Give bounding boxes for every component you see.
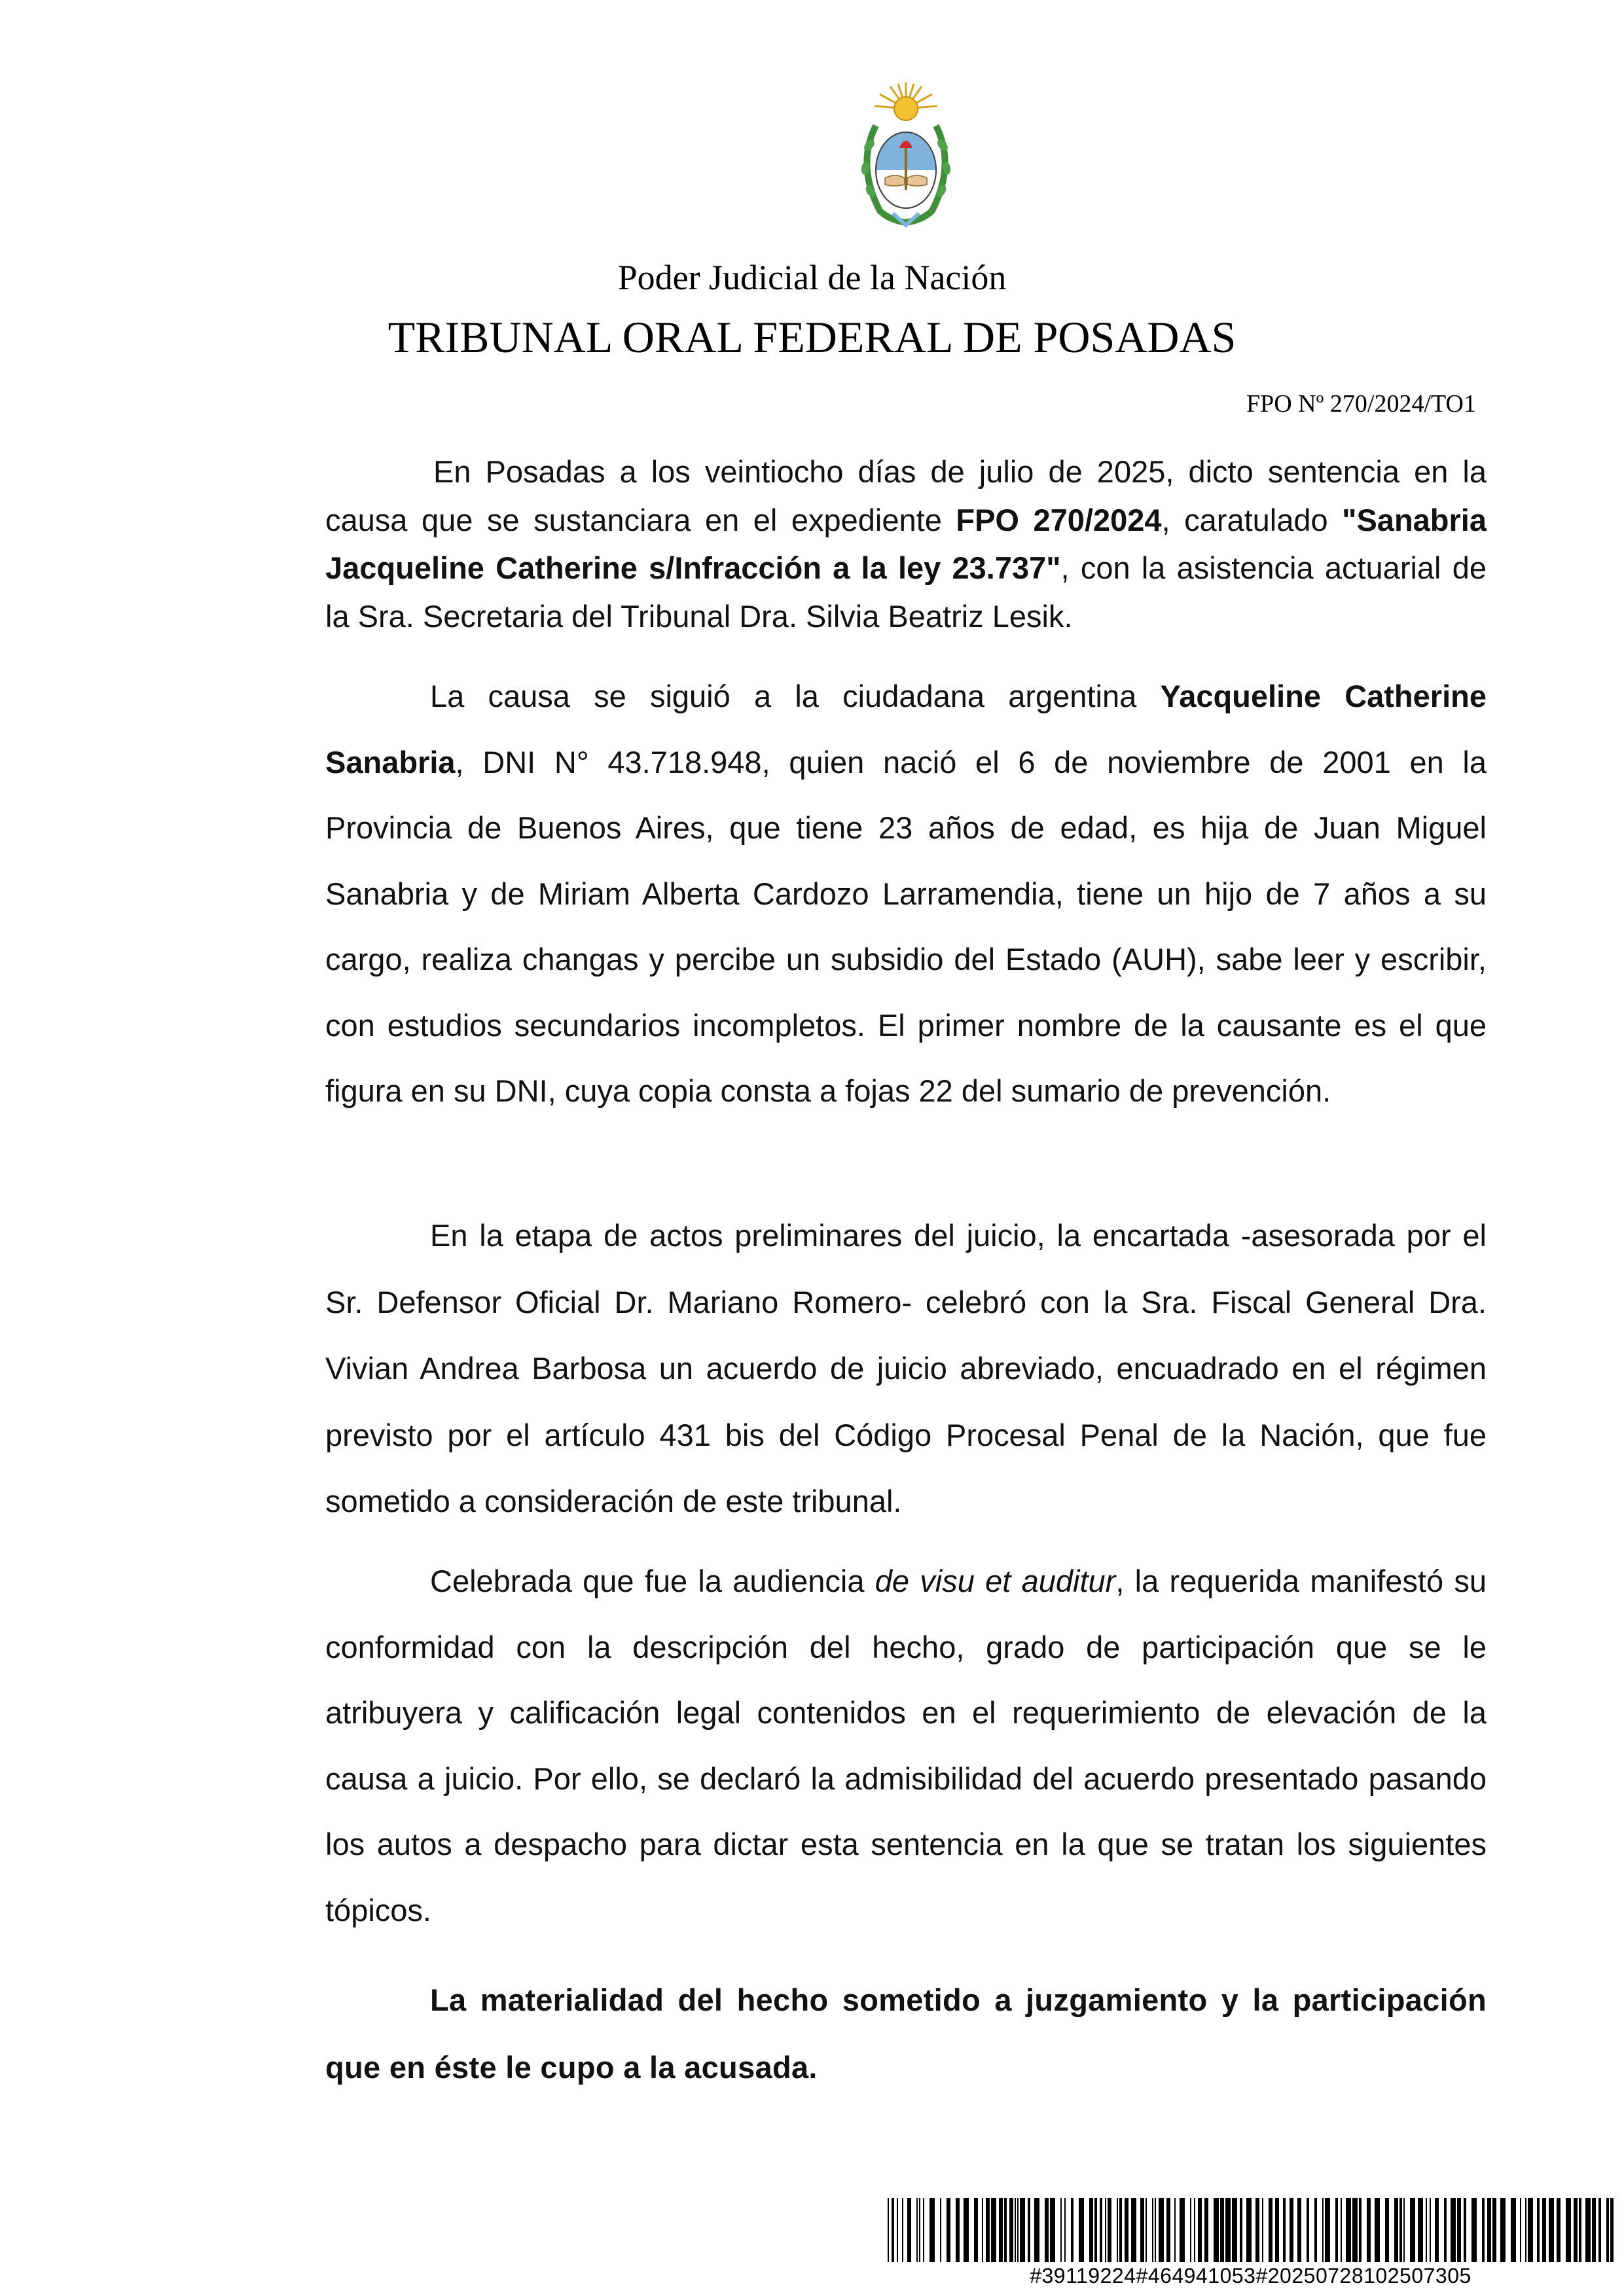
barcode-bar (1385, 2198, 1389, 2262)
barcode-bar (1255, 2198, 1259, 2262)
paragraph-defendant: La causa se siguió a la ciudadana argentina Yacqueline Catherine Sanabria, DNI N° 43.718.948, quien nació el 6 de noviembre de 2001 en la Provincia de Buenos Aires, que tiene 23 años de edad, es hija de Juan Miguel Sanabria y de Miriam Alberta Cardozo Larramendia, tiene un hijo de 7 años a su cargo, realiza changas y percibe un subsidio del Estado (AUH), sabe leer y escribir, con estudios secundarios incompletos. El primer nombre de la causante es el que figura en su DNI, cuya copia consta a fojas 22 del sumario de prevención. (325, 679, 1487, 1108)
barcode-bar (982, 2198, 983, 2262)
barcode-bar (929, 2198, 935, 2262)
barcode-bar (1194, 2198, 1195, 2262)
barcode-bar (1314, 2198, 1317, 2262)
barcode-bar (1520, 2198, 1521, 2262)
barcode-bar (1152, 2198, 1153, 2262)
barcode-bar (986, 2198, 990, 2262)
barcode-bar (902, 2198, 903, 2262)
barcode (885, 2198, 1616, 2262)
barcode-bar (1089, 2198, 1093, 2262)
barcode-bar (1190, 2198, 1191, 2262)
barcode-bar (1214, 2198, 1219, 2262)
barcode-bar (947, 2198, 950, 2262)
barcode-bar (1117, 2198, 1118, 2262)
barcode-bar (1246, 2198, 1252, 2262)
barcode-bar (1457, 2198, 1461, 2262)
barcode-bar (1592, 2198, 1596, 2262)
barcode-bar (1020, 2198, 1025, 2262)
barcode-bar (1232, 2198, 1237, 2262)
barcode-bar (1050, 2198, 1055, 2262)
barcode-bar (1004, 2198, 1007, 2262)
barcode-bar (1180, 2198, 1185, 2262)
barcode-bar (1394, 2198, 1398, 2262)
barcode-bar (1131, 2198, 1136, 2262)
barcode-bar (1325, 2198, 1330, 2262)
barcode-bar (1009, 2198, 1013, 2262)
barcode-bar (1204, 2198, 1208, 2262)
barcode-bar (919, 2198, 920, 2262)
barcode-bar (1585, 2198, 1591, 2262)
barcode-bar (1262, 2198, 1263, 2262)
barcode-bar (1034, 2198, 1039, 2262)
coat-of-arms-icon (850, 80, 962, 230)
barcode-bar (1146, 2198, 1147, 2262)
barcode-bar (1537, 2198, 1540, 2262)
barcode-bar (1487, 2198, 1491, 2262)
barcode-bar (1444, 2198, 1447, 2262)
barcode-text: #39119224#464941053#20250728102507305 (1030, 2264, 1471, 2287)
barcode-bar (1322, 2198, 1324, 2262)
barcode-bar (1451, 2198, 1456, 2262)
barcode-bar (999, 2198, 1003, 2262)
barcode-bar (1119, 2198, 1122, 2262)
header-court-name: TRIBUNAL ORAL FEDERAL DE POSADAS (388, 312, 1236, 362)
barcode-bar (1500, 2198, 1506, 2262)
barcode-bar (1574, 2198, 1578, 2262)
barcode-bar (1220, 2198, 1224, 2262)
barcode-bar (974, 2198, 978, 2262)
barcode-bar (1375, 2198, 1380, 2262)
barcode-bar (1482, 2198, 1485, 2262)
barcode-bar (923, 2198, 924, 2262)
barcode-bar (1079, 2198, 1084, 2262)
barcode-bar (1159, 2198, 1164, 2262)
barcode-bar (1198, 2198, 1202, 2262)
barcode-bar (1045, 2198, 1049, 2262)
paragraph-intro: En Posadas a los veintiocho días de julio de 2025, dicto sentencia en la causa que se sustanciara en el expediente FPO 270/2024, caratulado "Sanabria Jacqueline Catherine s/Infracción a la ley 23.737", con la asistencia actuarial de la Sra. Secretaria del Tribunal Dra. Silvia Beatriz Lesik. (325, 454, 1487, 634)
barcode-bar (1399, 2198, 1402, 2262)
barcode-bar (1403, 2198, 1405, 2262)
barcode-bar (1410, 2198, 1415, 2262)
barcode-bar (1028, 2198, 1030, 2262)
barcode-bar (1225, 2198, 1231, 2262)
barcode-bar (1060, 2198, 1062, 2262)
barcode-bar (916, 2198, 918, 2262)
barcode-bar (1015, 2198, 1016, 2262)
barcode-bar (991, 2198, 996, 2262)
case-number: FPO Nº 270/2024/TO1 (1246, 390, 1476, 418)
barcode-bar (1100, 2198, 1102, 2262)
barcode-bar (1352, 2198, 1358, 2262)
barcode-bar (1166, 2198, 1170, 2262)
barcode-bar (1341, 2198, 1342, 2262)
barcode-bar (1174, 2198, 1176, 2262)
barcode-bar (1367, 2198, 1371, 2262)
barcode-bar (964, 2198, 969, 2262)
barcode-bar (1125, 2198, 1128, 2262)
barcode-bar (1511, 2198, 1516, 2262)
header-institution: Poder Judicial de la Nación (617, 258, 1007, 297)
barcode-bar (1464, 2198, 1466, 2262)
case-file-number: FPO 270/2024 (956, 502, 1162, 537)
case-caption: "Sanabria Jacqueline Catherine s/Infracción a la ley 23.737" (325, 502, 1487, 585)
barcode-bar (1269, 2198, 1272, 2262)
barcode-bar (1290, 2198, 1293, 2262)
barcode-bar (1606, 2198, 1609, 2262)
barcode-bar (1549, 2198, 1554, 2262)
barcode-bar (1275, 2198, 1279, 2262)
barcode-bar (1525, 2198, 1526, 2262)
barcode-bar (1297, 2198, 1301, 2262)
barcode-bar (1017, 2198, 1019, 2262)
barcode-bar (907, 2198, 911, 2262)
barcode-bar (1542, 2198, 1546, 2262)
barcode-bar (940, 2198, 941, 2262)
barcode-bar (1610, 2198, 1614, 2262)
barcode-bar (897, 2198, 898, 2262)
barcode-bar (888, 2198, 889, 2262)
paragraph-hearing: Celebrada que fue la audiencia de visu et auditur, la requerida manifestó su conformidad con la descripción del hecho, grado de participación que se le atribuyera y calificación legal contenidos en el requerimiento de elevación de la causa a juicio. Por ello, se declaró la admisibilidad del acuerdo presentado pasando los autos a despacho para dictar esta sentencia en la que se tratan los siguientes tópicos. (325, 1564, 1487, 1928)
barcode-bar (956, 2198, 960, 2262)
barcode-bar (1471, 2198, 1477, 2262)
section-heading: La materialidad del hecho sometido a juzgamiento y la participación que en éste le cupo a la acusada. (325, 1982, 1487, 2085)
paragraph-agreement: En la etapa de actos preliminares del juicio, la encartada -asesorada por el Sr. Defensor Oficial Dr. Mariano Romero- celebró con la Sra. Fiscal General Dra. Vivian Andrea Barbosa un acuerdo de juicio abreviado, encuadrado en el régimen previsto por el artículo 431 bis del Código Procesal Penal de la Nación, que fue sometido a consideración de este tribunal. (325, 1218, 1487, 1518)
barcode-bar (1359, 2198, 1362, 2262)
barcode-bar (1335, 2198, 1338, 2262)
barcode-bar (1598, 2198, 1601, 2262)
barcode-bar (1418, 2198, 1423, 2262)
barcode-bar (1108, 2198, 1111, 2262)
barcode-bar (1240, 2198, 1242, 2262)
barcode-bar (1346, 2198, 1351, 2262)
barcode-bar (1435, 2198, 1439, 2262)
barcode-bar (892, 2198, 894, 2262)
barcode-bar (1140, 2198, 1144, 2262)
barcode-bar (1430, 2198, 1431, 2262)
barcode-bar (1307, 2198, 1309, 2262)
barcode-bar (1426, 2198, 1427, 2262)
barcode-bar (1064, 2198, 1066, 2262)
barcode-bar (1492, 2198, 1496, 2262)
barcode-bar (1579, 2198, 1581, 2262)
latin-phrase: de visu et auditur (875, 1564, 1116, 1598)
barcode-bar (1283, 2198, 1286, 2262)
barcode-bar (1528, 2198, 1533, 2262)
defendant-name: Yacqueline Catherine Sanabria (325, 679, 1487, 780)
barcode-bar (1557, 2198, 1561, 2262)
barcode-bar (1566, 2198, 1571, 2262)
barcode-bar (1071, 2198, 1074, 2262)
barcode-bar (1094, 2198, 1097, 2262)
barcode-bar (1105, 2198, 1106, 2262)
barcode-bar (1155, 2198, 1156, 2262)
